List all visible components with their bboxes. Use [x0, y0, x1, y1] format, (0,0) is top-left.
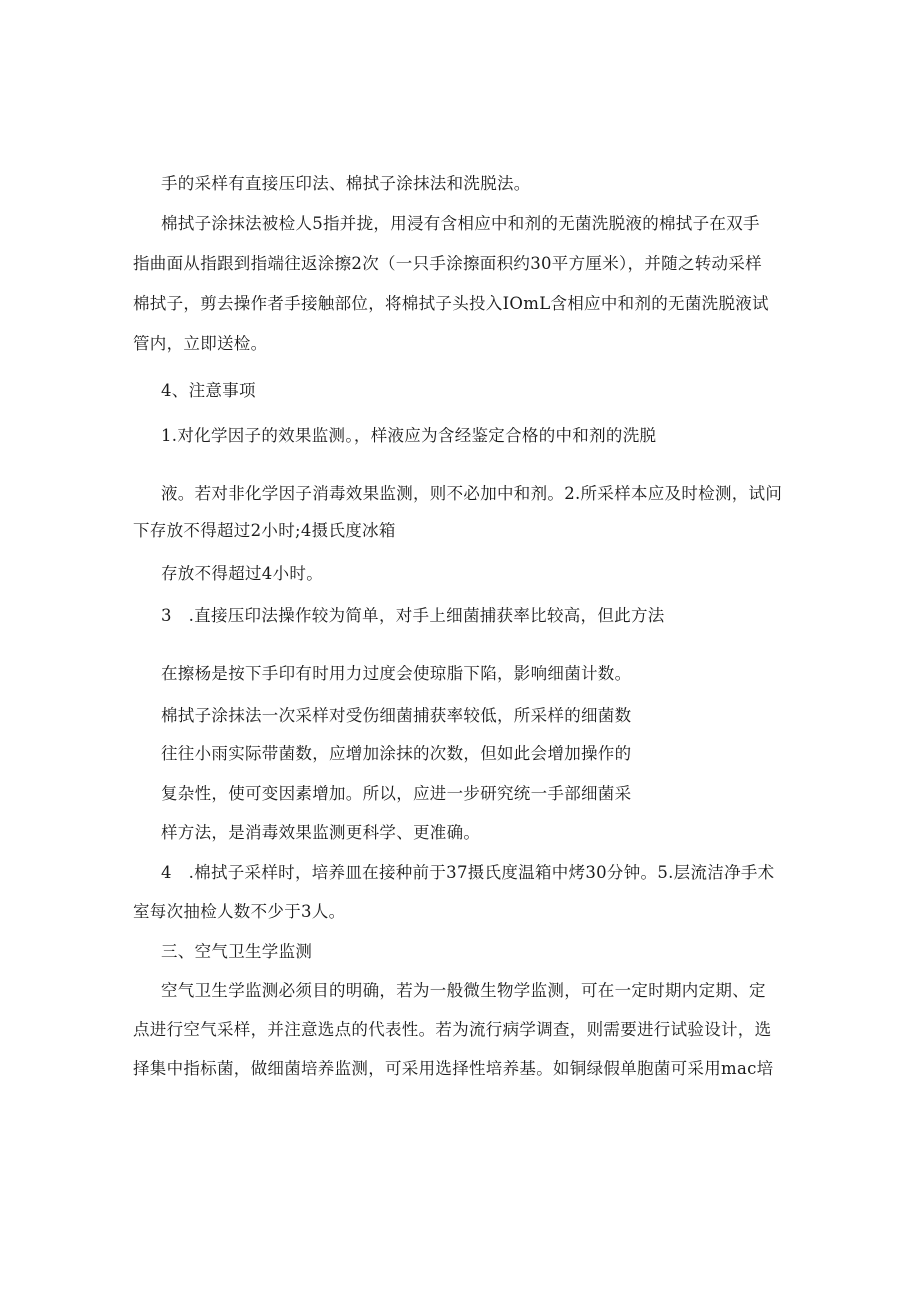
text-line: 往往小雨实际带菌数，应增加涂抹的次数，但如此会增加操作的 — [161, 744, 632, 763]
section-heading: 三、空气卫生学监测 — [161, 942, 313, 961]
text-line: 手的采样有直接压印法、棉拭子涂抹法和洗脱法。 — [161, 174, 531, 193]
text-line: 1.对化学因子的效果监测。，样液应为含经鉴定合格的中和剂的洗脱 — [161, 426, 657, 445]
text-line: 棉拭子，剪去操作者手接触部位，将棉拭子头投入IOmL含相应中和剂的无菌洗脱液试 — [133, 294, 769, 313]
text-line: 棉拭子涂抹法被检人5指并拢，用浸有含相应中和剂的无菌洗脱液的棉拭子在双手 — [161, 214, 760, 233]
text-line: 室每次抽检人数不少于3人。 — [133, 902, 346, 921]
text-line: 下存放不得超过2小时;4摄氏度冰箱 — [133, 521, 396, 540]
text-line: 复杂性，使可变因素增加。所以，应进一步研究统一手部细菌采 — [161, 784, 632, 803]
text-line: 4 .棉拭子采样时，培养皿在接种前于37摄氏度温箱中烤30分钟。5.层流洁净手术 — [161, 863, 775, 882]
text-line: 指曲面从指跟到指端往返涂擦2次（一只手涂擦面积约30平方厘米），并随之转动采样 — [133, 254, 762, 273]
text-line: 3 .直接压印法操作较为简单，对手上细菌捕获率比较高，但此方法 — [161, 606, 665, 625]
text-line: 存放不得超过4小时。 — [161, 564, 323, 583]
text-line: 择集中指标菌，做细菌培养监测，可采用选择性培养基。如铜绿假单胞菌可采用mac培 — [133, 1059, 774, 1078]
text-line: 在擦杨是按下手印有时用力过度会使琼脂下陷，影响细菌计数。 — [161, 664, 632, 683]
text-line: 样方法，是消毒效果监测更科学、更准确。 — [161, 823, 481, 842]
text-line: 棉拭子涂抹法一次采样对受伤细菌捕获率较低，所采样的细菌数 — [161, 706, 632, 725]
text-line: 液。若对非化学因子消毒效果监测，则不必加中和剂。2.所采样本应及时检测，试问 — [161, 484, 783, 503]
text-line: 空气卫生学监测必须目的明确，若为一般微生物学监测，可在一定时期内定期、定 — [161, 981, 766, 1000]
section-heading: 4、注意事项 — [161, 381, 256, 400]
text-line: 管内，立即送检。 — [133, 334, 268, 353]
text-line: 点进行空气采样，并注意选点的代表性。若为流行病学调查，则需要进行试验设计，选 — [133, 1020, 772, 1039]
